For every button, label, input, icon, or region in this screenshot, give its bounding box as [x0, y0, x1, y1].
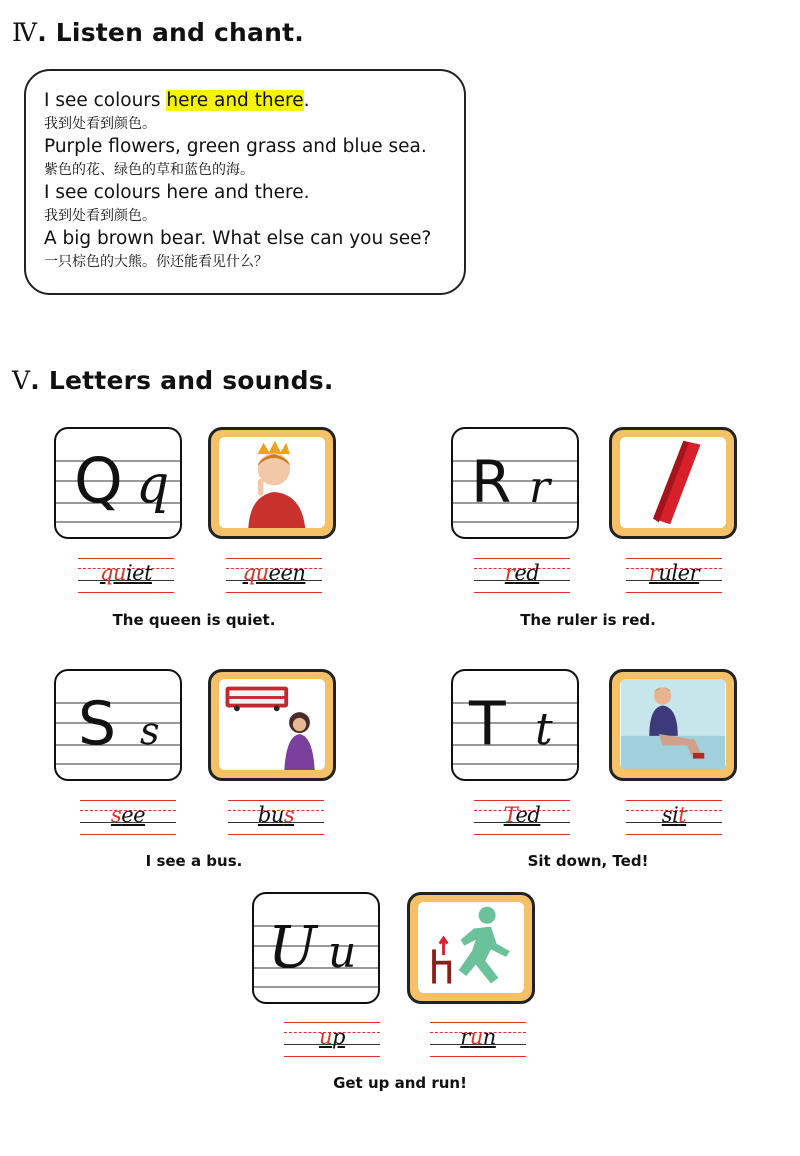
uppercase-letter: U: [268, 913, 317, 981]
word-rest: p: [332, 1025, 345, 1049]
chant-line-1-chinese: 我到处看到颜色。: [44, 116, 156, 132]
lowercase-letter: q: [136, 455, 170, 515]
word-red-part: s: [110, 803, 122, 827]
chant-box: [24, 69, 466, 295]
word-red-part: u: [319, 1025, 333, 1049]
letter-card-s: [54, 669, 182, 781]
lowercase-letter: r: [529, 462, 551, 513]
letter-card-q: [54, 427, 182, 539]
word-rest: ee: [121, 803, 146, 827]
queen-illustration: [219, 437, 325, 528]
word-queen: [226, 554, 322, 598]
chant-line-2-chinese: 紫色的花、绿色的草和蓝色的海。: [44, 162, 254, 178]
uppercase-letter: T: [469, 689, 506, 759]
word-up: [284, 1018, 380, 1062]
word-run: [430, 1018, 526, 1062]
letter-card-t: [451, 669, 579, 781]
lowercase-letter: s: [140, 709, 160, 753]
chant-line-2: Purple flowers, green grass and blue sea.: [44, 136, 427, 157]
word-text: [626, 803, 722, 827]
chant-line-3: I see colours here and there.: [44, 182, 310, 203]
section-number: Ⅳ: [12, 18, 38, 47]
word-rest: ed: [514, 561, 540, 585]
running-figure-illustration: [418, 902, 524, 993]
word-text: [474, 803, 570, 827]
chant-line-3-chinese: 我到处看到颜色。: [44, 208, 156, 224]
uppercase-letter: Q: [74, 444, 123, 517]
word-see: [80, 796, 176, 840]
word-red-part: t: [678, 803, 687, 827]
word-red-part: u: [469, 1025, 483, 1049]
letter-card-r: [451, 427, 579, 539]
word-bus: [228, 796, 324, 840]
letter-card-u: [252, 892, 380, 1004]
word-rest: een: [268, 561, 306, 585]
sentence-t: Sit down, Ted!: [527, 852, 649, 870]
sentence-q: The queen is quiet.: [112, 611, 276, 629]
boy-sitting-illustration: [620, 679, 726, 770]
word-text: [80, 803, 176, 827]
word-red-part: T: [503, 803, 516, 827]
chant-line-1-end: .: [303, 90, 310, 111]
picture-card-sit: [609, 669, 737, 781]
word-text: [430, 1025, 526, 1049]
word-start: r: [460, 1025, 470, 1049]
section-title-listen-and-chant: [12, 18, 304, 47]
word-text: [284, 1025, 380, 1049]
chant-line-4-chinese: 一只棕色的大熊。你还能看见什么？: [44, 254, 268, 270]
word-red-part: r: [504, 561, 515, 585]
ruler-illustration: [620, 437, 726, 528]
word-rest: n: [482, 1025, 496, 1049]
lowercase-letter: u: [328, 927, 357, 978]
bus-illustration: [219, 679, 325, 770]
word-text: [228, 803, 324, 827]
section-title-text: . Letters and sounds.: [30, 366, 334, 395]
sentence-r: The ruler is red.: [520, 611, 656, 629]
chant-line-1: [44, 88, 464, 114]
word-rest: uler: [658, 561, 700, 585]
chant-line-4: A big brown bear. What else can you see?: [44, 228, 432, 249]
uppercase-letter: S: [78, 689, 117, 759]
lowercase-letter: t: [535, 704, 553, 755]
word-rest: ed: [515, 803, 541, 827]
word-text: [626, 561, 722, 585]
word-text: [226, 561, 322, 585]
section-title-letters-and-sounds: [12, 366, 334, 395]
word-sit: [626, 796, 722, 840]
word-start: si: [661, 803, 679, 827]
word-red-part: qu: [242, 561, 269, 585]
word-text: [474, 561, 570, 585]
word-red-part: qu: [99, 561, 126, 585]
picture-card-run: [407, 892, 535, 1004]
uppercase-letter: R: [471, 448, 512, 516]
sentence-s: I see a bus.: [145, 852, 243, 870]
picture-card-bus: [208, 669, 336, 781]
word-quiet: [78, 554, 174, 598]
word-red-part: s: [283, 803, 295, 827]
chant-highlight: here and there: [166, 90, 304, 111]
word-rest: iet: [125, 561, 153, 585]
word-ted: [474, 796, 570, 840]
section-number: Ⅴ: [12, 366, 31, 395]
word-red-part: r: [648, 561, 659, 585]
sentence-u: Get up and run!: [333, 1074, 467, 1092]
chant-line-1-start: I see colours: [44, 90, 167, 111]
word-red: [474, 554, 570, 598]
word-ruler: [626, 554, 722, 598]
word-text: [78, 561, 174, 585]
section-title-text: . Listen and chant.: [37, 18, 304, 47]
picture-card-queen: [208, 427, 336, 539]
picture-card-ruler: [609, 427, 737, 539]
word-start: bu: [257, 803, 284, 827]
